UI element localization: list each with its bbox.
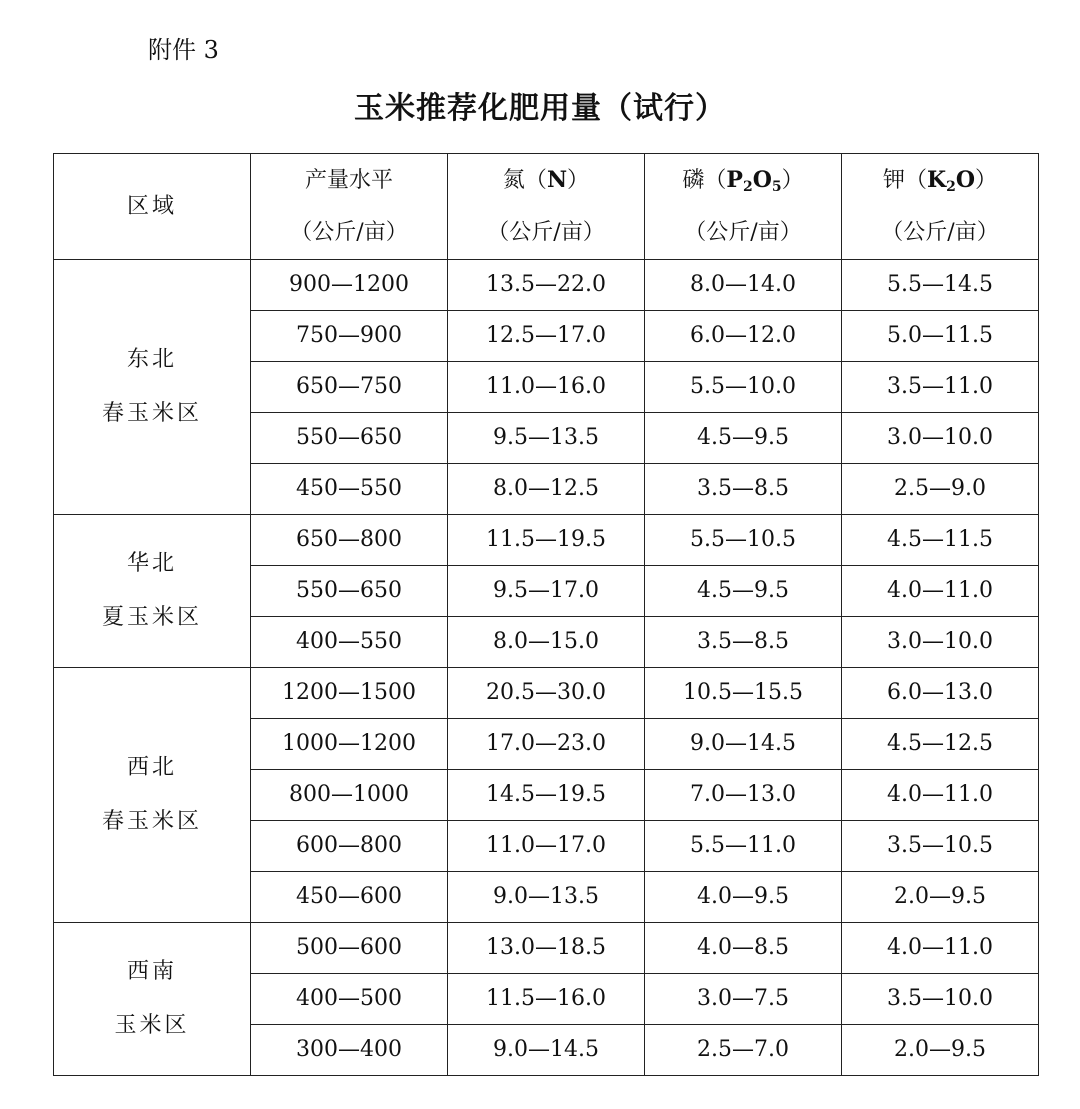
region-cell bbox=[54, 260, 251, 515]
header-potassium-label: 钾$(K_2O)$ bbox=[882, 167, 998, 195]
phosphorus-cell: 3.5—8.5 bbox=[645, 617, 842, 668]
yield-cell: 650—750 bbox=[251, 362, 448, 413]
nitrogen-cell: 8.0—12.5 bbox=[448, 464, 645, 515]
potassium-cell: 4.0—11.0 bbox=[842, 770, 1039, 821]
potassium-cell: 3.5—10.5 bbox=[842, 821, 1039, 872]
yield-cell: 750—900 bbox=[251, 311, 448, 362]
yield-cell: 300—400 bbox=[251, 1025, 448, 1076]
yield-cell: 1200—1500 bbox=[251, 668, 448, 719]
header-region: 区域 bbox=[54, 154, 251, 260]
header-potassium-unit: （公斤/亩） bbox=[881, 220, 999, 245]
nitrogen-cell: 11.5—16.0 bbox=[448, 974, 645, 1025]
nitrogen-cell: 9.5—13.5 bbox=[448, 413, 645, 464]
phosphorus-cell: 9.0—14.5 bbox=[645, 719, 842, 770]
nitrogen-cell: 11.5—19.5 bbox=[448, 515, 645, 566]
phosphorus-cell: 4.0—9.5 bbox=[645, 872, 842, 923]
region-name-line1: 西北 bbox=[126, 755, 177, 780]
potassium-cell: 2.5—9.0 bbox=[842, 464, 1039, 515]
phosphorus-cell: 4.5—9.5 bbox=[645, 413, 842, 464]
table-header-row bbox=[54, 154, 1039, 260]
nitrogen-cell: 13.5—22.0 bbox=[448, 260, 645, 311]
region-cell bbox=[54, 923, 251, 1076]
phosphorus-cell: 7.0—13.0 bbox=[645, 770, 842, 821]
region-name-line1: 华北 bbox=[126, 551, 177, 576]
potassium-cell: 4.5—12.5 bbox=[842, 719, 1039, 770]
region-name-line2: 夏玉米区 bbox=[101, 605, 202, 630]
fertilizer-table bbox=[53, 153, 1039, 1076]
phosphorus-cell: 8.0—14.0 bbox=[645, 260, 842, 311]
nitrogen-cell: 8.0—15.0 bbox=[448, 617, 645, 668]
nitrogen-cell: 17.0—23.0 bbox=[448, 719, 645, 770]
potassium-cell: 5.5—14.5 bbox=[842, 260, 1039, 311]
region-cell bbox=[54, 515, 251, 668]
yield-cell: 500—600 bbox=[251, 923, 448, 974]
nitrogen-cell: 14.5—19.5 bbox=[448, 770, 645, 821]
nitrogen-cell: 9.5—17.0 bbox=[448, 566, 645, 617]
region-name-line1: 西南 bbox=[126, 959, 177, 984]
potassium-cell: 3.5—11.0 bbox=[842, 362, 1039, 413]
header-potassium bbox=[842, 154, 1039, 260]
nitrogen-cell: 12.5—17.0 bbox=[448, 311, 645, 362]
potassium-cell: 4.5—11.5 bbox=[842, 515, 1039, 566]
potassium-cell: 4.0—11.0 bbox=[842, 923, 1039, 974]
header-yield-label: 产量水平 bbox=[304, 167, 393, 193]
table-row bbox=[54, 260, 1039, 311]
phosphorus-cell: 3.0—7.5 bbox=[645, 974, 842, 1025]
potassium-cell: 3.0—10.0 bbox=[842, 617, 1039, 668]
region-name-line2: 春玉米区 bbox=[101, 809, 202, 834]
potassium-cell: 5.0—11.5 bbox=[842, 311, 1039, 362]
yield-cell: 550—650 bbox=[251, 566, 448, 617]
header-phosphorus-unit: （公斤/亩） bbox=[684, 220, 802, 245]
potassium-cell: 3.0—10.0 bbox=[842, 413, 1039, 464]
table-row bbox=[54, 923, 1039, 974]
yield-cell: 400—550 bbox=[251, 617, 448, 668]
attachment-label: 附件 3 bbox=[148, 36, 219, 64]
nitrogen-cell: 13.0—18.5 bbox=[448, 923, 645, 974]
yield-cell: 900—1200 bbox=[251, 260, 448, 311]
nitrogen-cell: 20.5—30.0 bbox=[448, 668, 645, 719]
nitrogen-cell: 9.0—13.5 bbox=[448, 872, 645, 923]
phosphorus-cell: 2.5—7.0 bbox=[645, 1025, 842, 1076]
table-row bbox=[54, 668, 1039, 719]
header-nitrogen-unit: （公斤/亩） bbox=[487, 220, 605, 245]
yield-cell: 800—1000 bbox=[251, 770, 448, 821]
region-name-line1: 东北 bbox=[126, 347, 177, 372]
nitrogen-cell: 9.0—14.5 bbox=[448, 1025, 645, 1076]
header-nitrogen-label: 氮（N） bbox=[502, 167, 590, 193]
nitrogen-cell: 11.0—17.0 bbox=[448, 821, 645, 872]
header-phosphorus-label: 磷$(P_2O_5)$ bbox=[682, 167, 804, 195]
yield-cell: 600—800 bbox=[251, 821, 448, 872]
potassium-cell: 2.0—9.5 bbox=[842, 1025, 1039, 1076]
header-yield-unit: （公斤/亩） bbox=[290, 219, 408, 245]
phosphorus-cell: 6.0—12.0 bbox=[645, 311, 842, 362]
potassium-cell: 4.0—11.0 bbox=[842, 566, 1039, 617]
table-row bbox=[54, 515, 1039, 566]
phosphorus-cell: 4.0—8.5 bbox=[645, 923, 842, 974]
phosphorus-cell: 4.5—9.5 bbox=[645, 566, 842, 617]
phosphorus-cell: 5.5—11.0 bbox=[645, 821, 842, 872]
phosphorus-cell: 3.5—8.5 bbox=[645, 464, 842, 515]
potassium-cell: 3.5—10.0 bbox=[842, 974, 1039, 1025]
phosphorus-cell: 10.5—15.5 bbox=[645, 668, 842, 719]
page-title: 玉米推荐化肥用量（试行） bbox=[354, 91, 726, 126]
yield-cell: 400—500 bbox=[251, 974, 448, 1025]
header-yield bbox=[251, 154, 448, 260]
potassium-cell: 2.0—9.5 bbox=[842, 872, 1039, 923]
region-name-line2: 玉米区 bbox=[114, 1013, 190, 1038]
header-phosphorus bbox=[645, 154, 842, 260]
phosphorus-cell: 5.5—10.0 bbox=[645, 362, 842, 413]
potassium-cell: 6.0—13.0 bbox=[842, 668, 1039, 719]
region-name-line2: 春玉米区 bbox=[101, 401, 202, 426]
yield-cell: 450—600 bbox=[251, 872, 448, 923]
yield-cell: 650—800 bbox=[251, 515, 448, 566]
nitrogen-cell: 11.0—16.0 bbox=[448, 362, 645, 413]
yield-cell: 1000—1200 bbox=[251, 719, 448, 770]
yield-cell: 450—550 bbox=[251, 464, 448, 515]
yield-cell: 550—650 bbox=[251, 413, 448, 464]
header-nitrogen bbox=[448, 154, 645, 260]
phosphorus-cell: 5.5—10.5 bbox=[645, 515, 842, 566]
region-cell bbox=[54, 668, 251, 923]
